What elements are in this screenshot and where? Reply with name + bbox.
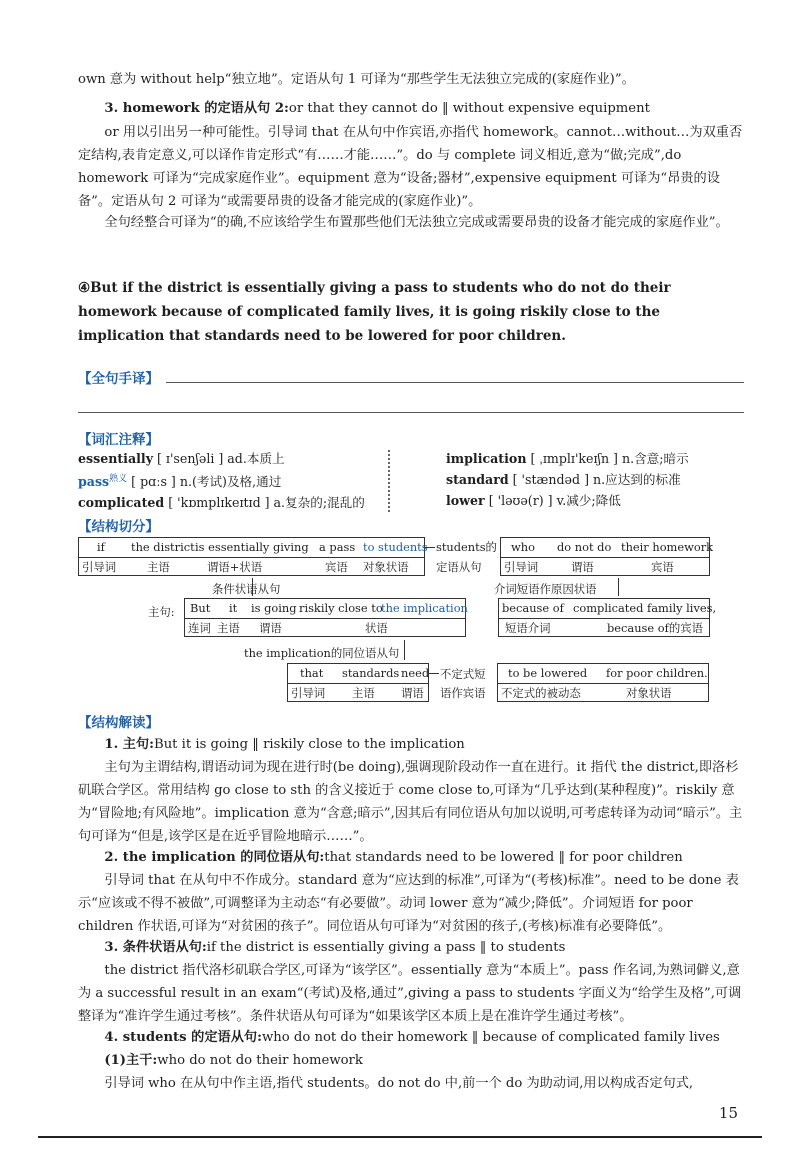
conditional-clause-box: if the district is essentially giving a pass to students 引导词 主语 谓语+状语 宾语 对象状语 [78, 537, 425, 576]
sentence-4: ④But if the district is essentially giving a pass to students who do not do their homework because of complicated family lives, it is going riskily close to the implication that standards need to be lowered for poor children. [78, 280, 671, 344]
attr-clause-label: 定语从句 [436, 560, 482, 574]
analysis-1-text: 主句为主谓结构,谓语动词为现在进行时(be doing),强调现阶段动作一直在进行。it 指代 the district,即洛杉矶联合学区。常用结构 go close to sth 的含义接近于 come close to,可译为“几乎达到(某种程度)”。riskily 意为“冒险地;有风险地”。implication 意为“含意;暗示”,因其后有同位语从句加以说明,可考虑转译为动词“暗示”。主句可译为“但是,该学区是在近乎冒险地暗示……”。 [78, 760, 743, 844]
appositive-label: the implication的同位语从句 [244, 646, 400, 660]
vocab-item: pass$^{熟义}$ [ pɑːs ] n.(考试)及格,通过 [78, 474, 282, 490]
infinitive-label-2: 语作宾语 [440, 686, 486, 700]
reason-label: 介词短语作原因状语 [494, 582, 597, 596]
vocab-item: standard [ 'stændəd ] n.应达到的标准 [446, 472, 681, 487]
analysis-4-heading: 4. students 的定语从句:who do not do their homework ‖ because of complicated family lives [104, 1030, 720, 1045]
or-explanation-paragraph: or 用以引出另一种可能性。引导词 that 在从句中作宾语,亦指代 homework。cannot…without…为双重否定结构,表肯定意义,可以译作肯定形式“有……才能……”。do 与 complete 词义相近,意为“做;完成”,do homework 可译为“完成家庭作业”。equipment 意为“设备;器材”,expensive equipment 可译为“昂贵的设备”。定语从句 2 可译为“或需要昂贵的设备才能完成的(家庭作业)”。 [78, 125, 743, 209]
analysis-4-sub-heading: (1)主干:who do not do their homework [104, 1053, 363, 1068]
analysis-2-text: 引导词 that 在从句中不作成分。standard 意为“应达到的标准”,可译为“(考核)标准”。need to be done 表示“应该或不得不被做”,可调整译为主动态“有必要做”。动词 lower 意为“减少;降低”。介词短语 for poor children 作状语,可译为“对贫困的孩子”。同位语从句可译为“对贫困的孩子,(考核)标准有必要降低”。 [78, 873, 739, 934]
heading-label: 3. homework 的定语从句 2 [104, 101, 285, 116]
vocab-item: essentially [ ɪ'senʃəli ] ad.本质上 [78, 451, 285, 466]
analysis-1-heading: 1. 主句:But it is going ‖ riskily close to the implication [104, 737, 465, 752]
attributive-clause-box: who do not do their homework 引导词 谓语 宾语 [500, 537, 710, 576]
page-number: 15 [718, 1104, 738, 1122]
analysis-3-text: the district 指代洛杉矶联合学区,可译为“该学区”。essentially 意为“本质上”。pass 作名词,为熟词僻义,意为 a successful result in an exam“(考试)及格,通过”,giving a pass to students 字面义为“给学生及格”,可调整译为“准许学生通过考核”。条件状语从句可译为“如果该学区本质上是在准许学生通过考核”。 [78, 963, 742, 1024]
homework-attr-clause-2-heading: 3. homework 的定语从句 2:or that they cannot do ‖ without expensive equipment [104, 101, 650, 116]
main-clause-box: But it is going riskily close to the implication 连词 主语 谓语 状语 [184, 598, 466, 637]
line-definition-1: own 意为 without help“独立地”。定语从句 1 可译为“那些学生无法独立完成的(家庭作业)”。 [78, 72, 635, 87]
vocab-item: complicated [ 'kɒmplɪkeɪtɪd ] a.复杂的;混乱的 [78, 495, 365, 511]
heading-sentence: or that they cannot do ‖ without expensive equipment [288, 101, 650, 116]
appositive-arrow [404, 640, 405, 660]
students-of-label: students的 [436, 540, 497, 554]
vocab-right-column [446, 448, 689, 511]
infinitive-box: to be lowered for poor children. 不定式的被动态 对象状语 [497, 663, 709, 702]
cond-label: 条件状语从句 [212, 582, 281, 596]
analysis-2-heading: 2. the implication 的同位语从句:that standards need to be lowered ‖ for poor children [104, 850, 683, 865]
analysis-4-text: 引导词 who 在从句中作主语,指代 students。do not do 中,前一个 do 为助动词,用以构成否定句式, [104, 1076, 694, 1091]
analysis-3-heading: 3. 条件状语从句:if the district is essentially giving a pass ‖ to students [104, 940, 566, 955]
vocab-divider-icon [388, 450, 402, 512]
reason-arrow [618, 578, 619, 596]
infinitive-label-1: 不定式短 [440, 667, 486, 681]
section-analysis: 【结构解读】 [78, 715, 159, 731]
section-split: 【结构切分】 [78, 519, 159, 535]
footer-rule [38, 1136, 762, 1138]
infinitive-arrow [429, 673, 439, 674]
reason-phrase-box: because of complicated family lives, 短语介词 because of的宾语 [498, 598, 710, 637]
whole-sentence-translation: 全句经整合可译为“的确,不应该给学生布置那些他们无法独立完成或需要昂贵的设备才能完成的家庭作业”。 [104, 215, 729, 230]
section-translate: 【全句手译】 [78, 371, 159, 387]
arrow-to-students [425, 547, 435, 548]
main-clause-label: 主句: [148, 605, 175, 619]
translation-write-line[interactable] [166, 382, 744, 383]
vocab-item: implication [ ˌɪmplɪ'keɪʃn ] n.含意;暗示 [446, 451, 689, 466]
translation-write-line-2[interactable] [78, 412, 744, 413]
vocab-left-column [78, 448, 365, 513]
appositive-clause-box: that standards need 引导词 主语 谓语 [287, 663, 429, 702]
vocab-item: lower [ 'ləʊə(r) ] v.减少;降低 [446, 493, 621, 508]
section-vocab: 【词汇注释】 [78, 432, 159, 448]
